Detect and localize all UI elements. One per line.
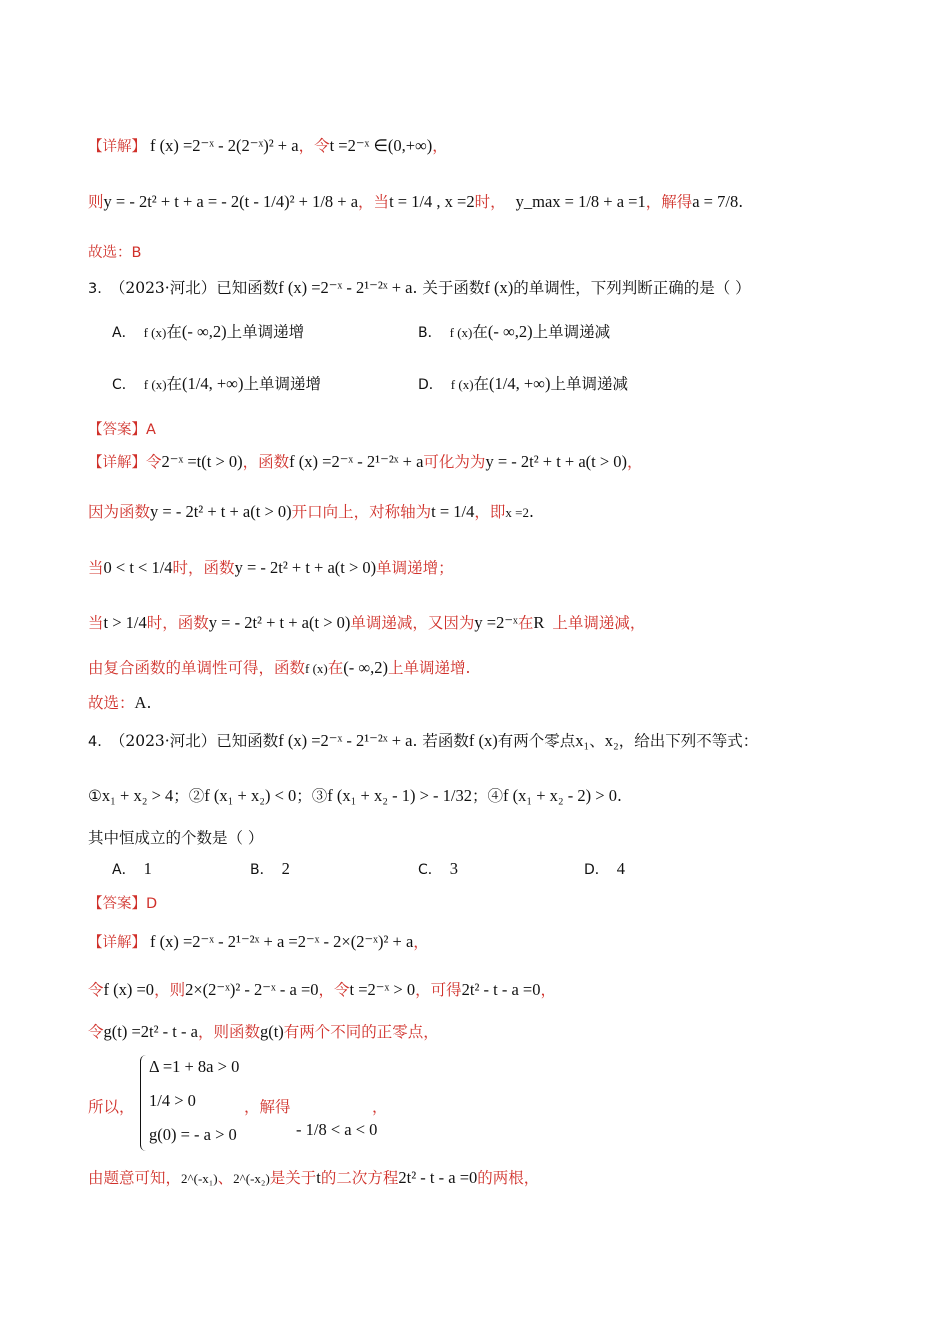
math: y = - 2t² + t + a(t > 0) (234, 558, 377, 577)
option-label: B． (250, 862, 274, 878)
text: 故选： (88, 694, 135, 712)
text: ，令 (298, 137, 330, 155)
option-label: D． (584, 862, 609, 878)
math: f (x₁ + x₂) < 0 (204, 786, 297, 805)
text: 当 (88, 614, 104, 632)
inequality-list (88, 786, 622, 806)
answer-tag: 【答案】D (88, 896, 158, 912)
option-label: B． (418, 325, 442, 341)
math: f (x) (484, 278, 514, 297)
option-value: 2 (281, 859, 290, 878)
math: 2^(-x₁) (181, 1171, 218, 1186)
system-row: Δ =1 + 8a > 0 (149, 1057, 240, 1076)
text: 由题意可知， (88, 1169, 182, 1187)
solution-line (88, 980, 556, 1000)
math: t =2⁻ˣ ∈(0,+∞) (329, 136, 433, 155)
math: f (x₁ + x₂ - 1) > - 1/32 (327, 786, 472, 805)
text: ， (432, 137, 448, 155)
answer-line (88, 419, 156, 440)
option-a (112, 859, 152, 879)
math: f (x) (143, 377, 167, 392)
question-prompt: 其中恒成立的个数是（ ） (88, 829, 264, 847)
math: f (x) =0 (103, 980, 155, 999)
math: R (533, 613, 545, 632)
math: f (x) (305, 661, 328, 676)
text: . (146, 694, 152, 712)
option-label: C． (418, 862, 442, 878)
text: 上单调递增 (226, 323, 305, 341)
text: 令 (88, 981, 104, 999)
text: 、 (589, 732, 605, 750)
answer-line (88, 893, 157, 914)
text: 因为函数 (88, 503, 151, 521)
math: 2^(-x₂) (233, 1171, 270, 1186)
math: f (x) =2⁻ˣ - 2¹⁻²ˣ + a =2⁻ˣ - 2×(2⁻ˣ)² + a (150, 932, 414, 951)
option-a (112, 320, 304, 342)
text: 开口向上，对称轴为 (291, 503, 432, 521)
text: 在 (473, 375, 490, 393)
question-number: 4. (88, 734, 102, 750)
math: x₂ (604, 731, 619, 750)
text: 是关于 (269, 1169, 317, 1187)
math: f (x) =2⁻ˣ - 2¹⁻²ˣ + a (289, 452, 424, 471)
system-row: 1/4 > 0 (149, 1091, 196, 1110)
detail-tag: 【详解】 (88, 455, 146, 471)
option-c (112, 372, 321, 394)
math: x₁ (575, 731, 590, 750)
text: 上单调递增. (388, 659, 471, 677)
text: ，解得 (645, 193, 693, 211)
text: 时，函数 (146, 614, 209, 632)
math: 0 < t < 1/4 (103, 558, 173, 577)
math: f (x₁ + x₂ - 2) > 0 (503, 786, 617, 805)
option-c (418, 859, 458, 879)
math: t > 1/4 (103, 613, 147, 632)
text: 、 (217, 1169, 234, 1187)
option-value: 3 (449, 859, 459, 878)
text: ，即 (474, 503, 506, 521)
text: ，可得 (415, 981, 462, 999)
math: f (x) =2⁻ˣ - 2¹⁻²ˣ + a (278, 731, 413, 750)
math: t =2⁻ˣ > 0 (349, 980, 416, 999)
text: ，则 (154, 981, 186, 999)
question-source: （2023·河北）已知函数 (109, 279, 279, 297)
text: . (738, 193, 744, 211)
option-d (418, 372, 628, 394)
math: (1/4, +∞) (182, 374, 244, 393)
math: 2t² - t - a =0 (398, 1168, 478, 1187)
math: g(t) (259, 1022, 284, 1041)
option-label: C． (112, 377, 136, 393)
math: (1/4, +∞) (489, 374, 551, 393)
text: 由复合函数的单调性可得，函数 (88, 659, 306, 677)
math: t (316, 1168, 321, 1187)
text: 在 (327, 659, 344, 677)
math: t = 1/4 , x =2 (389, 192, 475, 211)
option-d (584, 859, 625, 879)
question-4-stem (88, 731, 758, 752)
text: ；④ (471, 787, 503, 805)
math: t = 1/4 (431, 502, 475, 521)
text: . (616, 787, 622, 805)
text: . (528, 503, 534, 521)
text: ，当 (358, 193, 390, 211)
question-3-stem (88, 278, 751, 299)
text: 单调递增； (376, 559, 454, 577)
text: ，解得 (244, 1098, 291, 1116)
text: 上单调递减 (550, 375, 628, 393)
math: y = - 2t² + t + a = - 2(t - 1/4)² + 1/8 + a (103, 192, 359, 211)
solution-line (88, 1168, 539, 1189)
solution-line (88, 558, 454, 578)
text: 在 (166, 375, 183, 393)
solution-line (88, 502, 534, 523)
text: 的单调性，下列判断正确的是（ ） (513, 279, 751, 297)
math: (- ∞,2) (487, 322, 533, 341)
math: f (x) =2⁻ˣ - 2¹⁻²ˣ + a (278, 278, 413, 297)
option-label: A． (112, 325, 136, 341)
text: 在 (472, 323, 488, 341)
math: y_max = 1/8 + a =1 (515, 192, 646, 211)
text: 上单调递减， (552, 614, 646, 632)
math: a = 7/8 (692, 192, 739, 211)
solution-line (88, 452, 643, 473)
question-number: 3. (88, 281, 102, 297)
math: x =2 (505, 505, 529, 520)
text: 有两个不同的正零点， (283, 1023, 439, 1041)
system-row: g(0) = - a > 0 (149, 1125, 237, 1144)
option-label: D． (418, 377, 443, 393)
text: ；③ (296, 787, 328, 805)
text: ， (540, 981, 556, 999)
text: ；② (173, 787, 205, 805)
text: ， (372, 1098, 388, 1116)
text: 上单调递减 (532, 323, 611, 341)
math: 2t² - t - a =0 (461, 980, 541, 999)
math: f (x) (449, 325, 473, 340)
text: 令 (146, 453, 162, 471)
option-value: 4 (616, 859, 626, 878)
option-b (250, 859, 290, 879)
math: f (x) =2⁻ˣ - 2(2⁻ˣ)² + a (150, 136, 299, 155)
text: 的二次方程 (320, 1169, 399, 1187)
text: 令 (88, 1023, 104, 1041)
text: 在 (517, 614, 534, 632)
math: y = - 2t² + t + a(t > 0) (485, 452, 628, 471)
text: 所以， (88, 1098, 135, 1116)
solution-line (88, 932, 429, 953)
text: ，函数 (242, 453, 290, 471)
text: . 关于函数 (412, 279, 485, 297)
detail-tag: 【详解】 (88, 139, 146, 155)
math: (- ∞,2) (181, 322, 227, 341)
text: . 若函数 (412, 732, 469, 750)
detail-tag: 【详解】 (88, 935, 146, 951)
solution-line (88, 136, 448, 157)
math: y = - 2t² + t + a(t > 0) (208, 613, 351, 632)
math: 2⁻ˣ =t(t > 0) (161, 452, 243, 471)
text: ，则函数 (197, 1023, 260, 1041)
math: 2×(2⁻ˣ)² - 2⁻ˣ - a =0 (185, 980, 319, 999)
text: 单调递减，又因为 (350, 614, 475, 632)
math: f (x) (450, 377, 474, 392)
text: ， (627, 453, 643, 471)
text: ，令 (318, 981, 350, 999)
text: 有两个零点 (497, 732, 576, 750)
math: A (134, 693, 147, 712)
math: y = - 2t² + t + a(t > 0) (150, 502, 292, 521)
solution-line (88, 658, 470, 679)
option-b (418, 320, 610, 342)
text: ， (413, 933, 429, 951)
question-source: （2023·河北）已知函数 (109, 732, 279, 750)
math: f (x) (143, 325, 167, 340)
text: ，给出下列不等式： (618, 732, 759, 750)
text: 当 (88, 559, 104, 577)
math: g(t) =2t² - t - a (103, 1022, 198, 1041)
solution-line (88, 1022, 439, 1042)
answer-tag: 【答案】A (88, 422, 156, 438)
text: 时， (474, 193, 506, 211)
option-value: 1 (143, 859, 152, 878)
text: 可化为为 (423, 453, 486, 471)
math: x₁ + x₂ > 4 (101, 786, 174, 805)
option-label: A． (112, 862, 136, 878)
choice-tag: 故选：B (88, 245, 142, 261)
text: 时，函数 (172, 559, 235, 577)
answer-choice-line (88, 242, 141, 263)
answer-choice-line (88, 693, 151, 713)
text: 在 (166, 323, 182, 341)
text: 则 (88, 193, 104, 211)
math: f (x) (468, 731, 498, 750)
solution-line (88, 613, 645, 633)
text: 上单调递增 (243, 375, 321, 393)
circled-number: ① (88, 787, 102, 805)
math: (- ∞,2) (343, 658, 389, 677)
math: y =2⁻ˣ (474, 613, 518, 632)
math: - 1/8 < a < 0 (296, 1120, 378, 1139)
text: 的两根， (477, 1169, 540, 1187)
solution-line (88, 192, 743, 212)
